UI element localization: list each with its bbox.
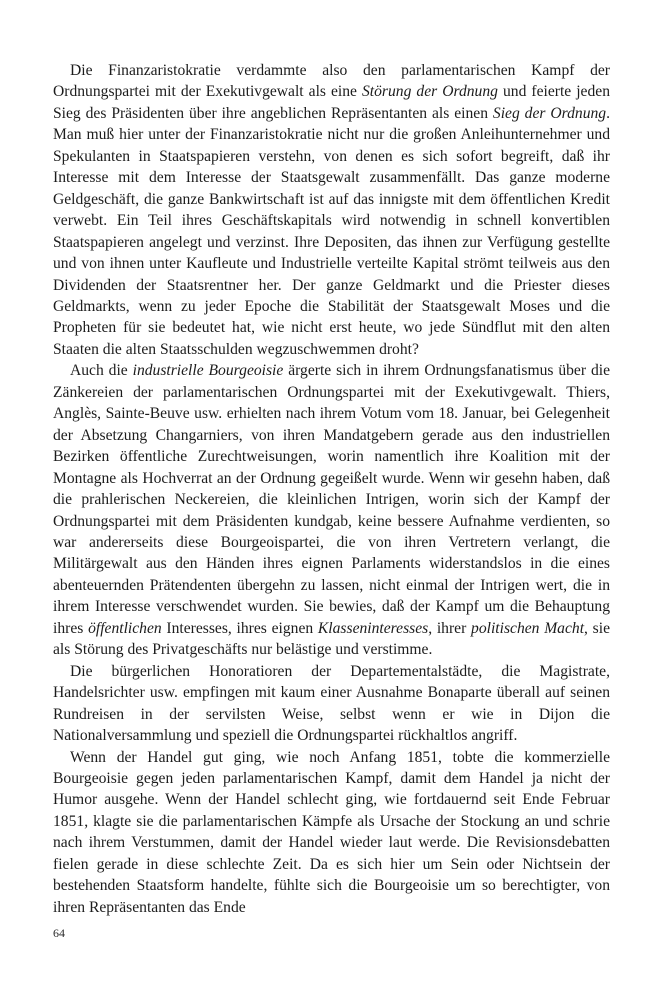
emphasized-text: Störung der Ordnung — [362, 83, 498, 101]
emphasized-text: öffentlichen — [88, 619, 162, 637]
paragraph — [53, 661, 610, 747]
text-run: Interesses, ihres eignen — [161, 619, 318, 637]
emphasized-text: politischen Macht — [471, 619, 585, 637]
text-run: Die Finanzaristokratie verdammte also den parlamentarischen Kampf der Ordnungspartei mit der Exekutivgewalt als eine — [53, 62, 610, 101]
text-run: Wenn der Handel gut ging, wie noch Anfang 1851, tobte die kommerzielle Bourgeoisie gegen jeden parlamentarischen Kampf, damit dem Handel ja nicht der Humor ausgehe. Wenn der Handel schlecht ging, wie fortdauernd seit Ende Februar 1851, klagte sie die parlamentarischen Kämpfe als Ursache der Stockung an und schrie nach ihrem Verstummen, damit der Handel wieder laut werde. Die Revisionsdebatten fielen gerade in diese schlechte Zeit. Da es sich hier um Sein oder Nichtsein der bestehenden Staatsform handelte, fühlte sich die Bourgeoisie um so berechtigter, von ihren Repräsentanten das Ende — [53, 748, 610, 916]
paragraph — [53, 747, 610, 919]
text-run: und feierte jeden Sieg des Präsidenten über ihre angeblichen Repräsentanten als einen — [53, 83, 610, 122]
emphasized-text: Klasseninteresses — [317, 619, 429, 637]
text-run: ärgerte sich in ihrem Ordnungsfanatismus über die Zänkereien der parlamentarischen Ordnungspartei mit der Exekutivgewalt. Thiers, Anglès, Sainte-Beuve usw. erhielten nach ihrem Votum vom 18. Januar, bei Gelegenheit der Absetzung Changarniers, von ihren Mandatgebern gerade aus den industriellen Bezirken öffentliche Zurechtweisungen, worin namentlich ihre Koalition mit der Montagne als Hochverrat an der Ordnung gegeißelt wurde. Wenn wir gesehn haben, daß die prahlerischen Neckereien, die kleinlichen Intrigen, worin sich der Kampf der Ordnungspartei mit dem Präsidenten kundgab, keine bessere Aufnahme verdienten, so war andererseits diese Bourgeoispartei, die von ihren Vertretern verlangt, die Militärgewalt aus den Händen ihres eignen Parlaments widerstandslos in die eines abenteuernden Prätendenten übergehn zu lassen, nicht einmal der Intrigen wert, die in ihrem Interesse verschwendet wurden. Sie bewies, daß der Kampf um die Behauptung ihres — [53, 362, 610, 637]
text-column — [53, 60, 610, 918]
text-run: , sie als Störung des Privatgeschäfts nur belästige und verstimme. — [53, 619, 611, 659]
emphasized-text: industrielle Bourgeoisie — [132, 362, 284, 380]
paragraph — [53, 360, 610, 660]
paragraph — [53, 60, 610, 360]
text-run: , ihrer — [428, 619, 472, 637]
page-number: 64 — [53, 926, 65, 940]
text-run: . Man muß hier unter der Finanzaristokratie nicht nur die großen Anleihunternehmer und Spekulanten in Staatspapieren verstehn, von denen es sich sofort begreift, daß ihr Interesse mit dem Interesse der Staatsgewalt zusammenfällt. Das ganze moderne Geldgeschäft, die ganze Bankwirtschaft ist auf das innigste mit dem öffentlichen Kredit verwebt. Ein Teil ihres Geschäftskapitals wird notwendig in schnell konvertiblen Staatspapieren angelegt und verzinst. Ihre Depositen, das ihnen zur Verfügung gestellte und von ihnen unter Kaufleute und Industrielle verteilte Kapital strömt teilweis aus den Dividenden der Staatsrentner her. Der ganze Geldmarkt und die Priester dieses Geldmarkts, wenn zu jeder Epoche die Stabilität der Staatsgewalt Moses und die Propheten für sie bedeutet hat, wie nicht erst heute, wo jede Sündflut mit den alten Staaten die alten Staatsschulden wegzuschwemmen droht? — [53, 104, 610, 358]
emphasized-text: Sieg der Ordnung — [492, 104, 607, 122]
page-body — [53, 60, 610, 918]
text-run: Die bürgerlichen Honoratioren der Departementalstädte, die Magistrate, Handelsrichter usw. empfingen mit kaum einer Ausnahme Bonaparte überall auf seinen Rundreisen in der servilsten Weise, selbst wenn er wie in Dijon die Nationalversammlung und speziell die Ordnungspartei rückhaltlos angriff. — [53, 662, 610, 745]
text-run: Auch die — [70, 362, 133, 380]
